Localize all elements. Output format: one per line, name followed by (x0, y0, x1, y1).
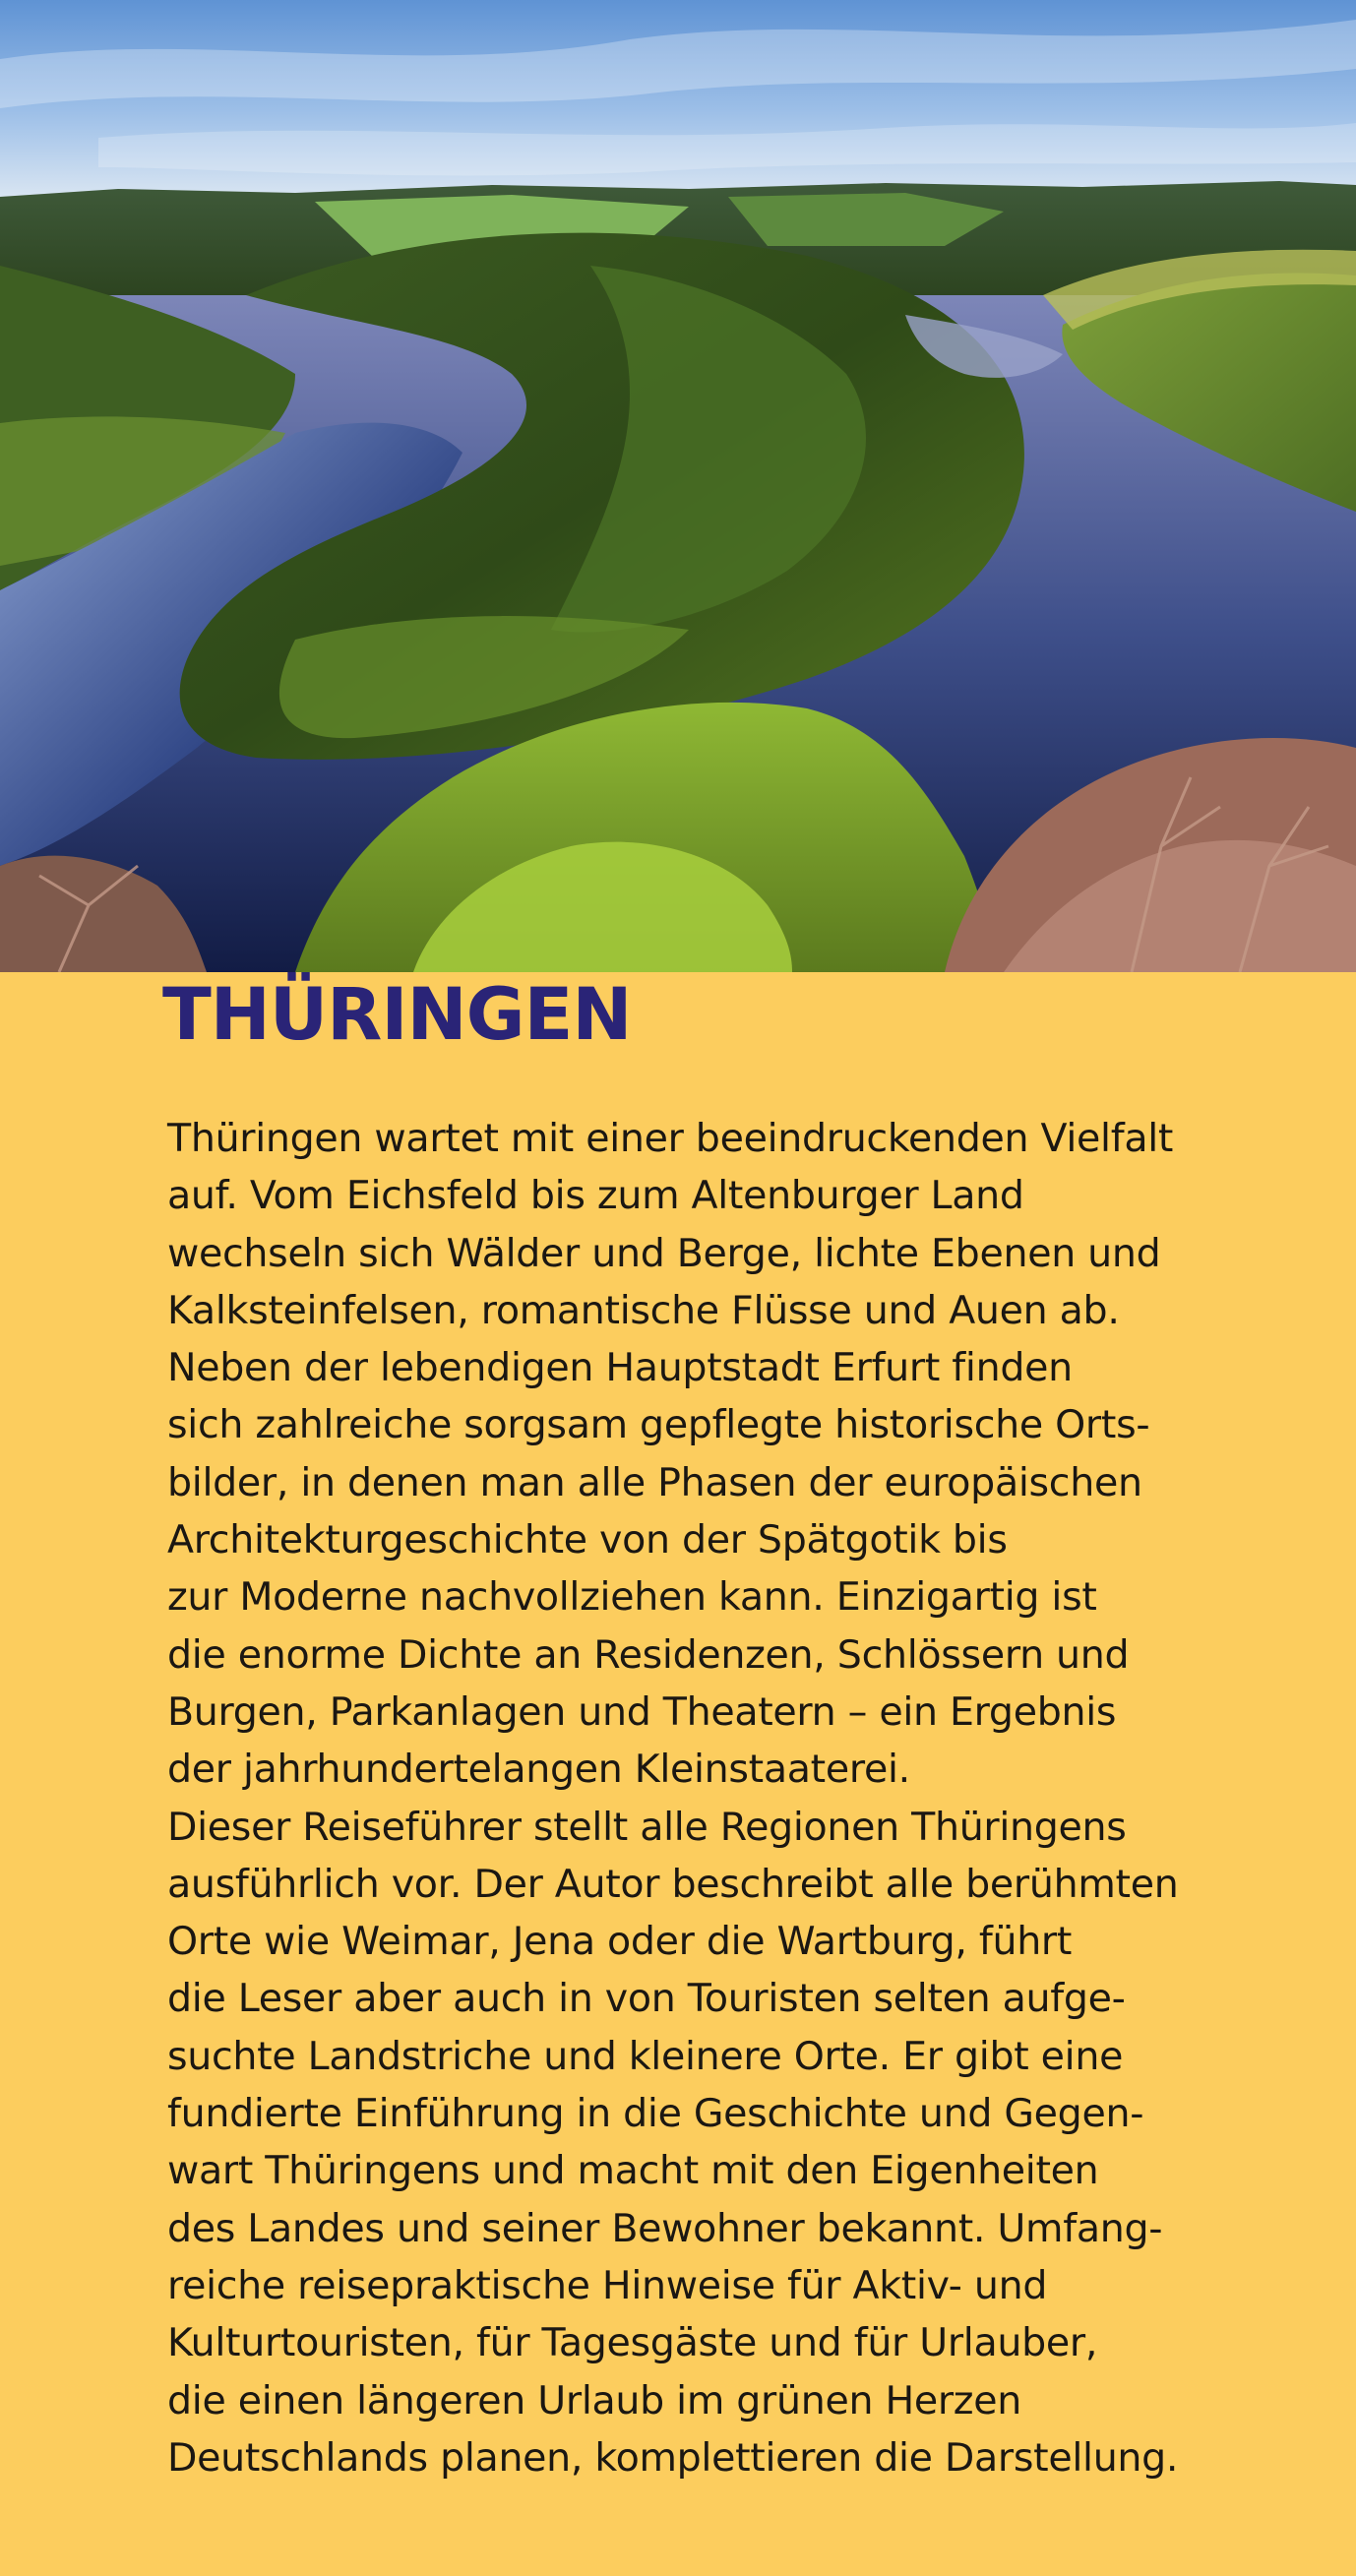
description-line: bilder, in denen man alle Phasen der europäischen (167, 1459, 1142, 1505)
book-title: THÜRINGEN (162, 973, 632, 1057)
description-line: suchte Landstriche und kleinere Orte. Er gibt eine (167, 2033, 1124, 2079)
description-line: Kulturtouristen, für Tagesgäste und für Urlauber, (167, 2320, 1098, 2366)
description-line: wechseln sich Wälder und Berge, lichte Ebenen und (167, 1230, 1161, 1276)
description-line: wart Thüringens und macht mit den Eigenheiten (167, 2148, 1099, 2194)
description-line: die enorme Dichte an Residenzen, Schlössern und (167, 1631, 1130, 1678)
description-line: reiche reisepraktische Hinweise für Aktiv- und (167, 2262, 1048, 2308)
description-line: des Landes und seiner Bewohner bekannt. Umfang- (167, 2205, 1163, 2251)
description-line: Orte wie Weimar, Jena oder die Wartburg, führt (167, 1919, 1073, 1965)
description-line: Burgen, Parkanlagen und Theatern – ein Ergebnis (167, 1688, 1117, 1735)
description-line: Deutschlands planen, komplettieren die Darstellung. (167, 2434, 1179, 2481)
description-line: ausführlich vor. Der Autor beschreibt alle berühmten (167, 1861, 1179, 1907)
description-line: zur Moderne nachvollziehen kann. Einzigartig ist (167, 1574, 1097, 1621)
description-line: Thüringen wartet mit einer beeindruckenden Vielfalt (167, 1116, 1174, 1161)
description-line: auf. Vom Eichsfeld bis zum Altenburger Land (167, 1173, 1024, 1219)
description-text (167, 1110, 1328, 2486)
description-line: Architekturgeschichte von der Spätgotik bis (167, 1517, 1008, 1564)
description-line: die einen längeren Urlaub im grünen Herzen (167, 2377, 1021, 2423)
description-line: fundierte Einführung in die Geschichte und Gegen- (167, 2091, 1144, 2137)
description-line: die Leser aber auch in von Touristen selten aufge- (167, 1976, 1126, 2022)
hero-photo (0, 0, 1356, 972)
description-line: Kalksteinfelsen, romantische Flüsse und Auen ab. (167, 1287, 1120, 1333)
description-line: Dieser Reiseführer stellt alle Regionen Thüringens (167, 1804, 1127, 1850)
river-bend-landscape-photo (0, 0, 1356, 972)
description-line: sich zahlreiche sorgsam gepflegte historische Orts- (167, 1402, 1150, 1448)
description-line: Neben der lebendigen Hauptstadt Erfurt finden (167, 1345, 1073, 1391)
description-line: der jahrhundertelangen Kleinstaaterei. (167, 1747, 910, 1793)
